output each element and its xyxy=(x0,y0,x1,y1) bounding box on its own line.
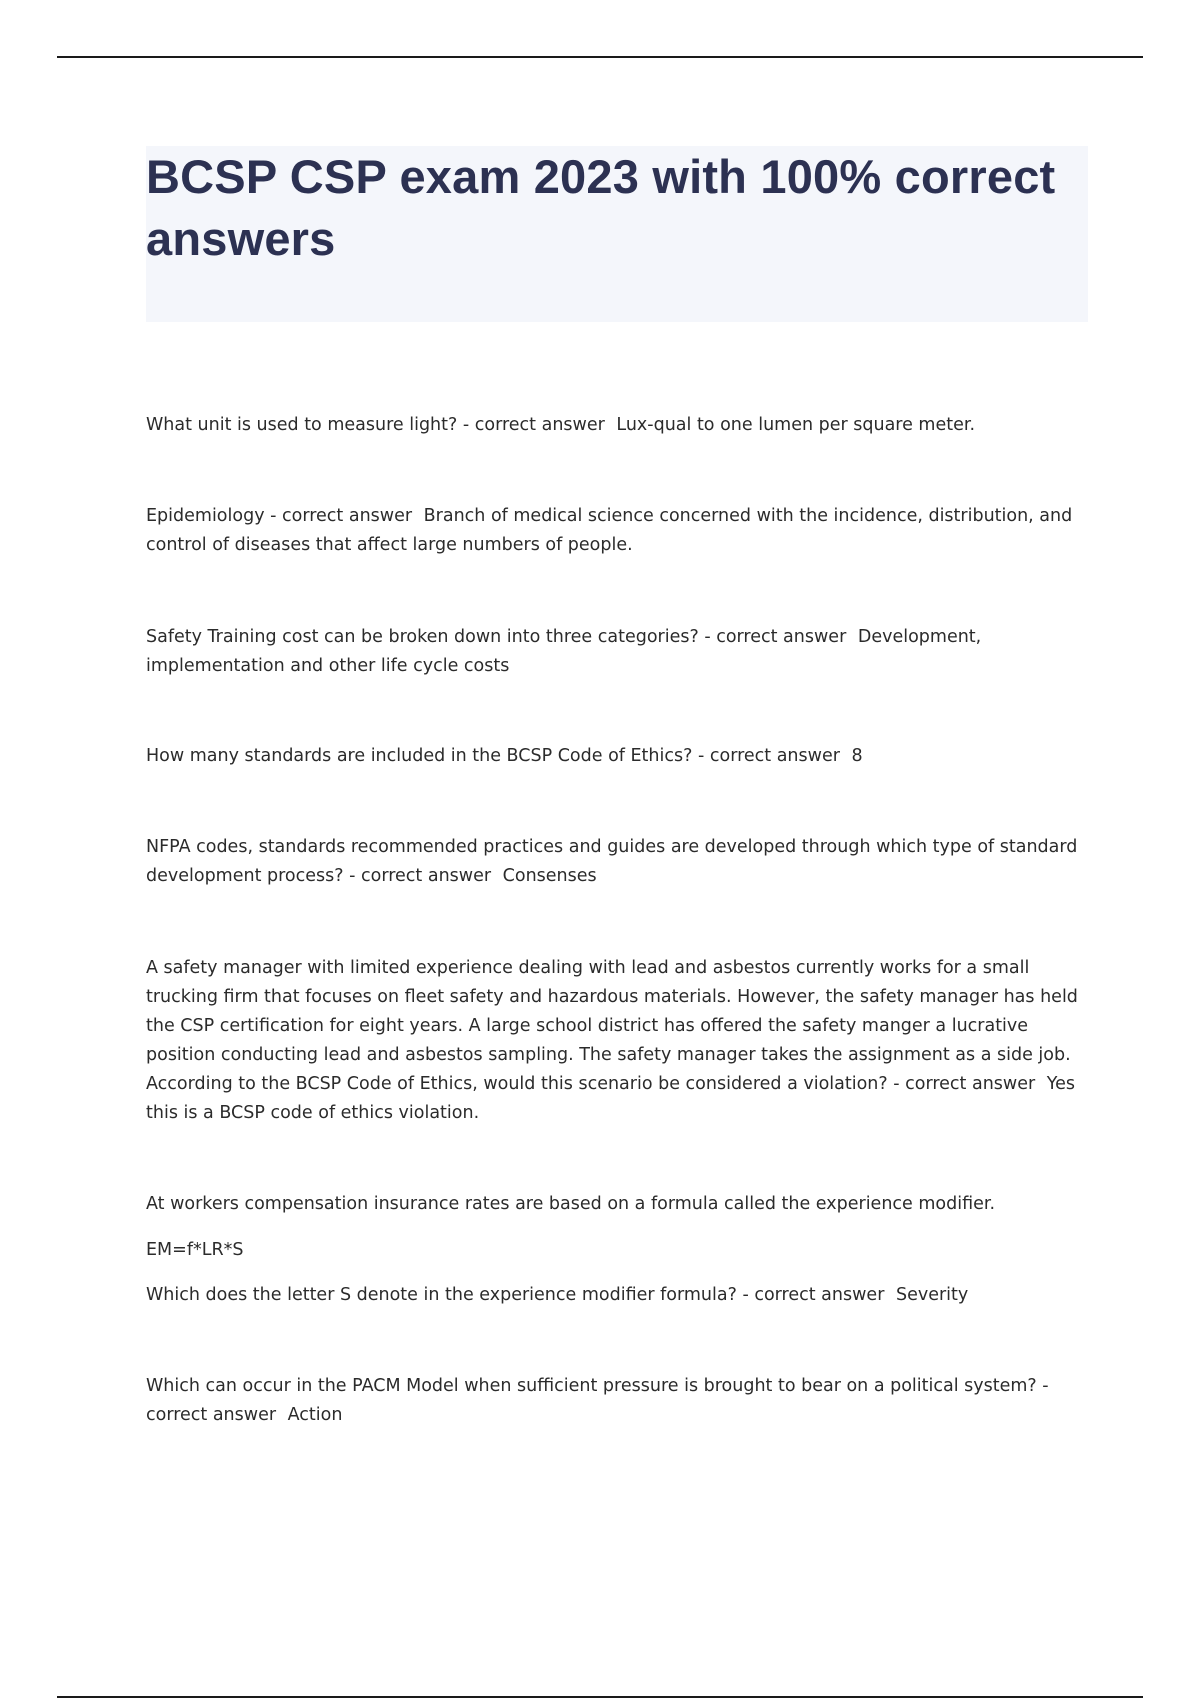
answer-label: - correct answer xyxy=(146,1376,1049,1425)
question-text: Epidemiology xyxy=(146,506,265,526)
question-text: NFPA codes, standards recommended practices and guides are developed through which type of standard development process? xyxy=(146,837,1078,886)
qa-item xyxy=(146,1372,1096,1430)
answer-text: Action xyxy=(287,1405,343,1425)
answer-text: Branch of medical science concerned with the incidence, distribution, and control of diseases that affect large numbers of people. xyxy=(146,506,1073,555)
qa-item xyxy=(146,502,1096,560)
qa-intro: At workers compensation insurance rates are based on a formula called the experience modifier. xyxy=(146,1194,996,1214)
qa-item xyxy=(146,742,1096,771)
question-text: Which does the letter S denote in the experience modifier formula? xyxy=(146,1285,737,1305)
qa-item xyxy=(146,833,1096,891)
answer-text: Lux-qual to one lumen per square meter. xyxy=(616,415,976,435)
question-text: Which can occur in the PACM Model when sufficient pressure is brought to bear on a political system? xyxy=(146,1376,1037,1396)
qa-item xyxy=(146,411,1096,440)
qa-item xyxy=(146,954,1096,1128)
question-text: How many standards are included in the BCSP Code of Ethics? xyxy=(146,746,693,766)
answer-label: - correct answer xyxy=(270,506,413,526)
question-text: Safety Training cost can be broken down into three categories? xyxy=(146,627,699,647)
top-rule xyxy=(57,56,1143,58)
answer-label: - correct answer xyxy=(704,627,847,647)
answer-text: Severity xyxy=(895,1285,969,1305)
answer-text: Consenses xyxy=(502,866,597,886)
question-text: A safety manager with limited experience dealing with lead and asbestos currently works for a small trucking firm that focuses on fleet safety and hazardous materials. However, the safety manager has held the CSP certification for eight years. A large school district has offered the safety manger a lucrative position conducting lead and asbestos sampling. The safety manager takes the assignment as a side job. According to the BCSP Code of Ethics, would this scenario be considered a violation? xyxy=(146,958,1078,1094)
answer-label: - correct answer xyxy=(462,415,605,435)
answer-text: Development, implementation and other life cycle costs xyxy=(146,627,982,676)
answer-label: - correct answer xyxy=(893,1074,1036,1094)
answer-label: - correct answer xyxy=(697,746,840,766)
qa-item xyxy=(146,623,1096,681)
question-text: What unit is used to measure light? xyxy=(146,415,458,435)
answer-label: - correct answer xyxy=(349,866,492,886)
answer-text: Yes this is a BCSP code of ethics violation. xyxy=(146,1074,1076,1123)
document-title: BCSP CSP exam 2023 with 100% correct answers xyxy=(146,150,1056,265)
bottom-rule xyxy=(57,1696,1143,1698)
qa-item xyxy=(146,1281,1096,1310)
qa-formula: EM=f*LR*S xyxy=(146,1240,244,1260)
title-banner xyxy=(146,146,1088,322)
answer-text: 8 xyxy=(851,746,863,766)
answer-label: - correct answer xyxy=(742,1285,885,1305)
